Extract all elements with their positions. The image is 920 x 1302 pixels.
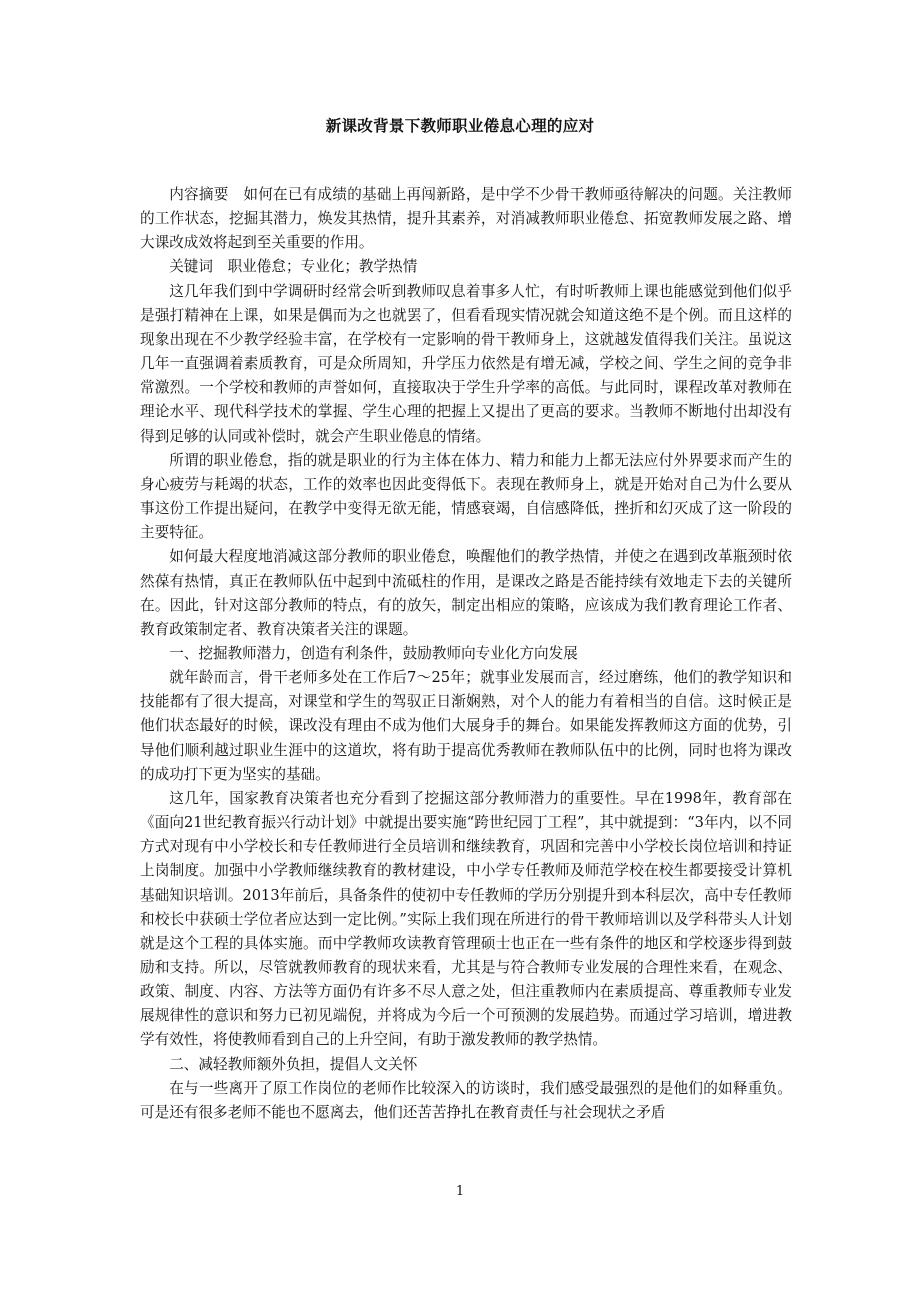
abstract-paragraph: 内容摘要 如何在已有成绩的基础上再闯新路，是中学不少骨干教师亟待解决的问题。关注教师的工作状态，挖掘其潜力，焕发其热情，提升其素养，对消减教师职业倦怠、拓宽教师发展之路、增大课改成效将起到至关重要的作用。 (140, 186, 792, 252)
keywords-paragraph: 关键词 职业倦怠；专业化；教学热情 (169, 258, 418, 276)
section-heading: 一、挖掘教师潜力，创造有利条件，鼓励教师向专业化方向发展 (169, 644, 578, 662)
body-paragraph: 在与一些离开了原工作岗位的老师作比较深入的访谈时，我们感受最强烈的是他们的如释重负。可是还有很多老师不能也不愿离去，他们还苦苦挣扎在教育责任与社会现状之矛盾 (140, 1079, 792, 1121)
page-number: 1 (455, 1184, 465, 1199)
body-paragraph: 这几年我们到中学调研时经常会听到教师叹息着事多人忙，有时听教师上课也能感觉到他们似乎是强打精神在上课，如果是偶而为之也就罢了，但看看现实情况就会知道这绝不是个例。而且这样的现象出现在不少教学经验丰富，在学校有一定影响的骨干教师身上，这就越发值得我们关注。虽说这几年一直强调着素质教育，可是众所周知，升学压力依然是有增无减，学校之间、学生之间的竞争非常激烈。一个学校和教师的声誉如何，直接取决于学生升学率的高低。与此同时，课程改革对教师在理论水平、现代科学技术的掌握、学生心理的把握上又提出了更高的要求。当教师不断地付出却没有得到足够的认同或补偿时，就会产生职业倦息的情绪。 (140, 282, 792, 445)
document-body (140, 183, 792, 1125)
body-paragraph: 所谓的职业倦怠，指的就是职业的行为主体在体力、精力和能力上都无法应付外界要求而产生的身心疲劳与耗竭的状态，工作的效率也因此变得低下。表现在教师身上，就是开始对自己为什么要从事这份工作提出疑问，在教学中变得无欲无能，情感衰竭，自信感降低，挫折和幻灭成了这一阶段的主要特征。 (140, 451, 792, 542)
body-paragraph: 如何最大程度地消减这部分教师的职业倦怠，唤醒他们的教学热情，并使之在遇到改革瓶颈时依然葆有热情，真正在教师队伍中起到中流砥柱的作用，是课改之路是否能持续有效地走下去的关键所在。因此，针对这部分教师的特点，有的放矢，制定出相应的策略，应该成为我们教育理论工作者、教育政策制定者、教育决策者关注的课题。 (140, 548, 792, 638)
section-heading: 二、减轻教师额外负担，提倡人文关怀 (169, 1055, 418, 1073)
body-paragraph: 这几年，国家教育决策者也充分看到了挖掘这部分教师潜力的重要性。早在1998年，教育部在《面向21世纪教育振兴行动计划》中就提出要实施“跨世纪园丁工程”，其中就提到：“3年内，以不同方式对现有中小学校长和专任教师进行全员培训和继续教育，巩固和完善中小学校长岗位培训和持证上岗制度。加强中小学教师继续教育的教材建设，中小学专任教师及师范学校在校生都要接受计算机基础知识培训。2013年前后，具备条件的使初中专任教师的学历分别提升到本科层次，高中专任教师和校长中获硕士学位者应达到一定比例。”实际上我们现在所进行的骨干教师培训以及学科带头人计划就是这个工程的具体实施。而中学教师攻读教育管理硕士也正在一些有条件的地区和学校逐步得到鼓励和支持。所以，尽管就教师教育的现状来看，尤其是与符合教师专业发展的合理性来看，在观念、政策、制度、内容、方法等方面仍有许多不尽人意之处，但注重教师内在素质提高、尊重教师专业发展规律性的意识和努力已初见端倪，并将成为今后一个可预测的发展趋势。而通过学习培训，增进教学有效性，将使教师看到自己的上升空间，有助于激发教师的教学热情。 (140, 789, 792, 1049)
body-paragraph: 就年龄而言，骨干老师多处在工作后7～25年；就事业发展而言，经过磨练，他们的教学知识和技能都有了很大提高，对课堂和学生的驾驭正日渐娴熟，对个人的能力有着相当的自信。这时候正是他们状态最好的时候，课改没有理由不成为他们大展身手的舞台。如果能发挥教师这方面的优势，引导他们顺利越过职业生涯中的这道坎，将有助于提高优秀教师在教师队伍中的比例，同时也将为课改的成功打下更为坚实的基础。 (140, 669, 792, 783)
page-title: 新课改背景下教师职业倦息心理的应对 (325, 117, 595, 135)
